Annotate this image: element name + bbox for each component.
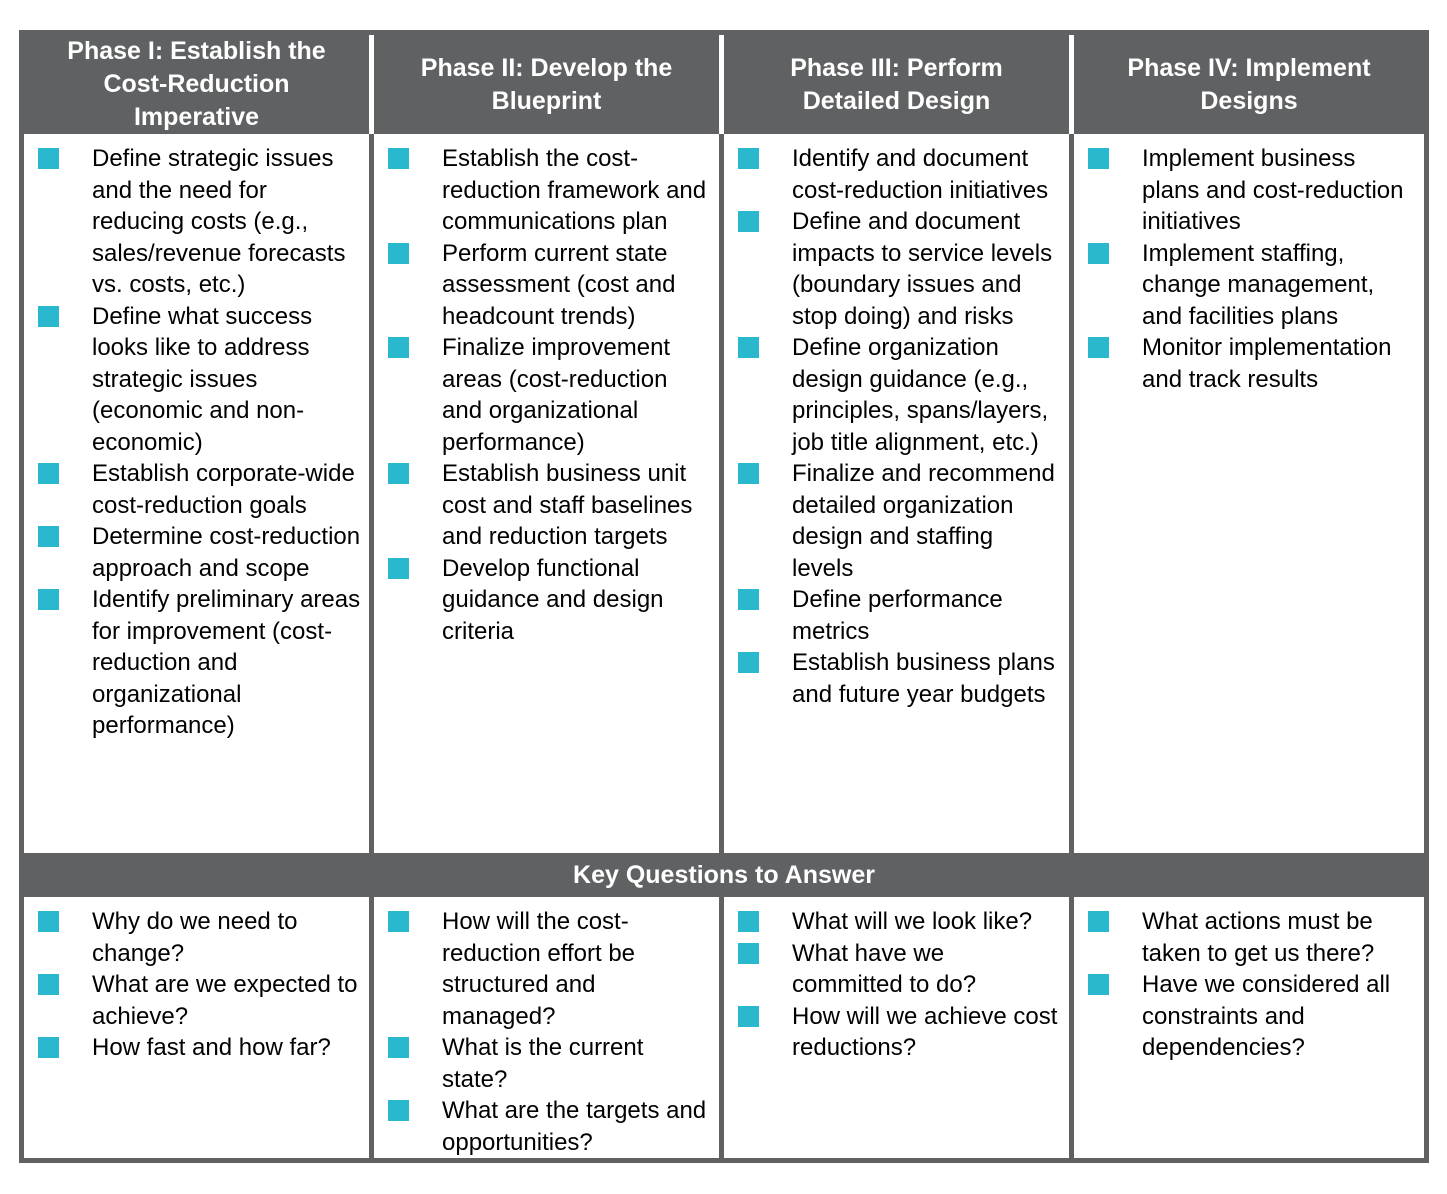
bullet-square-icon	[1088, 911, 1109, 932]
activity-text: Identify preliminary areas for improvement (cost-reduction and organizational performance)	[92, 586, 361, 739]
question-text: How will we achieve cost reductions?	[792, 1002, 1058, 1061]
bullet-square-icon	[738, 463, 759, 484]
list-item	[734, 938, 1061, 1001]
bullet-square-icon	[38, 148, 59, 169]
activity-text: Perform current state assessment (cost and headcount trends)	[442, 239, 676, 330]
list-item	[734, 584, 1061, 647]
bullet-square-icon	[1088, 337, 1109, 358]
activity-list	[734, 143, 1061, 710]
list-item	[34, 584, 361, 742]
questions-row	[24, 897, 1424, 1158]
activity-text: Define organization design guidance (e.g., principles, spans/layers, job title alignment, etc.)	[792, 334, 1049, 456]
list-item	[734, 206, 1061, 332]
phase-4-activities	[1074, 134, 1424, 853]
phase-4-header: Phase IV: Implement Designs	[1074, 35, 1424, 134]
list-item	[734, 647, 1061, 710]
bullet-square-icon	[388, 911, 409, 932]
question-text: Have we considered all constraints and dependencies?	[1142, 971, 1391, 1061]
list-item	[734, 1001, 1061, 1064]
question-text: What are we expected to achieve?	[92, 971, 358, 1030]
phase-1-header: Phase I: Establish the Cost-Reduction Imperative	[24, 35, 374, 134]
activity-text: Define and document impacts to service levels (boundary issues and stop doing) and risks	[792, 208, 1053, 330]
activity-text: Monitor implementation and track results	[1142, 334, 1392, 393]
list-item	[734, 458, 1061, 584]
bullet-square-icon	[738, 911, 759, 932]
activity-text: Establish business unit cost and staff baselines and reduction targets	[442, 460, 693, 550]
activity-text: Establish the cost-reduction framework and communications plan	[442, 145, 707, 235]
bullet-square-icon	[38, 1037, 59, 1058]
activity-list	[384, 143, 711, 647]
bullet-square-icon	[388, 1100, 409, 1121]
bullet-square-icon	[388, 558, 409, 579]
question-text: What will we look like?	[792, 908, 1033, 935]
bullet-square-icon	[738, 148, 759, 169]
question-text: What have we committed to do?	[792, 939, 977, 998]
key-questions-banner	[24, 853, 1424, 897]
phase-2-header: Phase II: Develop the Blueprint	[374, 35, 724, 134]
list-item	[384, 553, 711, 648]
question-text: How fast and how far?	[92, 1034, 331, 1061]
bullet-square-icon	[38, 589, 59, 610]
activity-list	[34, 143, 361, 742]
activity-text: Define performance metrics	[792, 586, 1003, 645]
activity-text: Implement business plans and cost-reduction initiatives	[1142, 145, 1404, 235]
activity-list	[1084, 143, 1416, 395]
bullet-square-icon	[388, 148, 409, 169]
phase-3-questions	[724, 897, 1074, 1158]
question-text: How will the cost-reduction effort be structured and managed?	[442, 908, 636, 1030]
bullet-square-icon	[38, 306, 59, 327]
list-item	[34, 521, 361, 584]
list-item	[384, 1032, 711, 1095]
activity-text: Establish corporate-wide cost-reduction goals	[92, 460, 355, 519]
list-item	[384, 906, 711, 1032]
bullet-square-icon	[38, 911, 59, 932]
list-item	[734, 332, 1061, 458]
question-list	[34, 906, 361, 1064]
phase-3-header: Phase III: Perform Detailed Design	[724, 35, 1074, 134]
phase-2-activities	[374, 134, 724, 853]
phase-3-activities	[724, 134, 1074, 853]
phase-1-questions	[24, 897, 374, 1158]
list-item	[34, 1032, 361, 1064]
question-text: What actions must be taken to get us there?	[1142, 908, 1375, 967]
list-item	[34, 143, 361, 301]
key-questions-banner-label: Key Questions to Answer	[573, 860, 875, 889]
header-row	[24, 35, 1424, 134]
bullet-square-icon	[738, 211, 759, 232]
activity-text: Identify and document cost-reduction initiatives	[792, 145, 1049, 204]
question-list	[734, 906, 1061, 1064]
activity-text: Define strategic issues and the need for reducing costs (e.g., sales/revenue forecasts vs. costs, etc.)	[92, 145, 346, 298]
list-item	[734, 906, 1061, 938]
bullet-square-icon	[738, 337, 759, 358]
list-item	[34, 906, 361, 969]
question-text: What are the targets and opportunities?	[442, 1097, 707, 1156]
activity-text: Establish business plans and future year budgets	[792, 649, 1055, 708]
bullet-square-icon	[738, 652, 759, 673]
question-text: What is the current state?	[442, 1034, 644, 1093]
list-item	[384, 332, 711, 458]
list-item	[1084, 906, 1416, 969]
list-item	[1084, 969, 1416, 1064]
bullet-square-icon	[1088, 974, 1109, 995]
list-item	[734, 143, 1061, 206]
question-list	[1084, 906, 1416, 1064]
list-item	[384, 238, 711, 333]
list-item	[384, 458, 711, 553]
bullet-square-icon	[38, 463, 59, 484]
question-list	[384, 906, 711, 1158]
activity-text: Finalize and recommend detailed organization design and staffing levels	[792, 460, 1055, 582]
activity-text: Develop functional guidance and design criteria	[442, 554, 664, 645]
list-item	[384, 1095, 711, 1158]
bullet-square-icon	[388, 463, 409, 484]
activity-text: Determine cost-reduction approach and scope	[92, 523, 361, 582]
phase-table	[19, 30, 1429, 1163]
list-item	[1084, 238, 1416, 333]
list-item	[384, 143, 711, 238]
bullet-square-icon	[738, 943, 759, 964]
bullet-square-icon	[1088, 243, 1109, 264]
bullet-square-icon	[38, 526, 59, 547]
list-item	[1084, 143, 1416, 238]
phase-4-questions	[1074, 897, 1424, 1158]
activity-text: Implement staffing, change management, and facilities plans	[1142, 239, 1375, 330]
bullet-square-icon	[738, 1006, 759, 1027]
bullet-square-icon	[388, 243, 409, 264]
bullet-square-icon	[388, 1037, 409, 1058]
bullet-square-icon	[388, 337, 409, 358]
phase-2-questions	[374, 897, 724, 1158]
list-item	[34, 458, 361, 521]
question-text: Why do we need to change?	[92, 908, 298, 967]
list-item	[1084, 332, 1416, 395]
phase-1-activities	[24, 134, 374, 853]
list-item	[34, 301, 361, 459]
bullet-square-icon	[738, 589, 759, 610]
bullet-square-icon	[38, 974, 59, 995]
activity-text: Define what success looks like to address strategic issues (economic and non-economic)	[92, 302, 313, 456]
activity-text: Finalize improvement areas (cost-reduction and organizational performance)	[442, 334, 671, 456]
activities-row	[24, 134, 1424, 853]
bullet-square-icon	[1088, 148, 1109, 169]
list-item	[34, 969, 361, 1032]
